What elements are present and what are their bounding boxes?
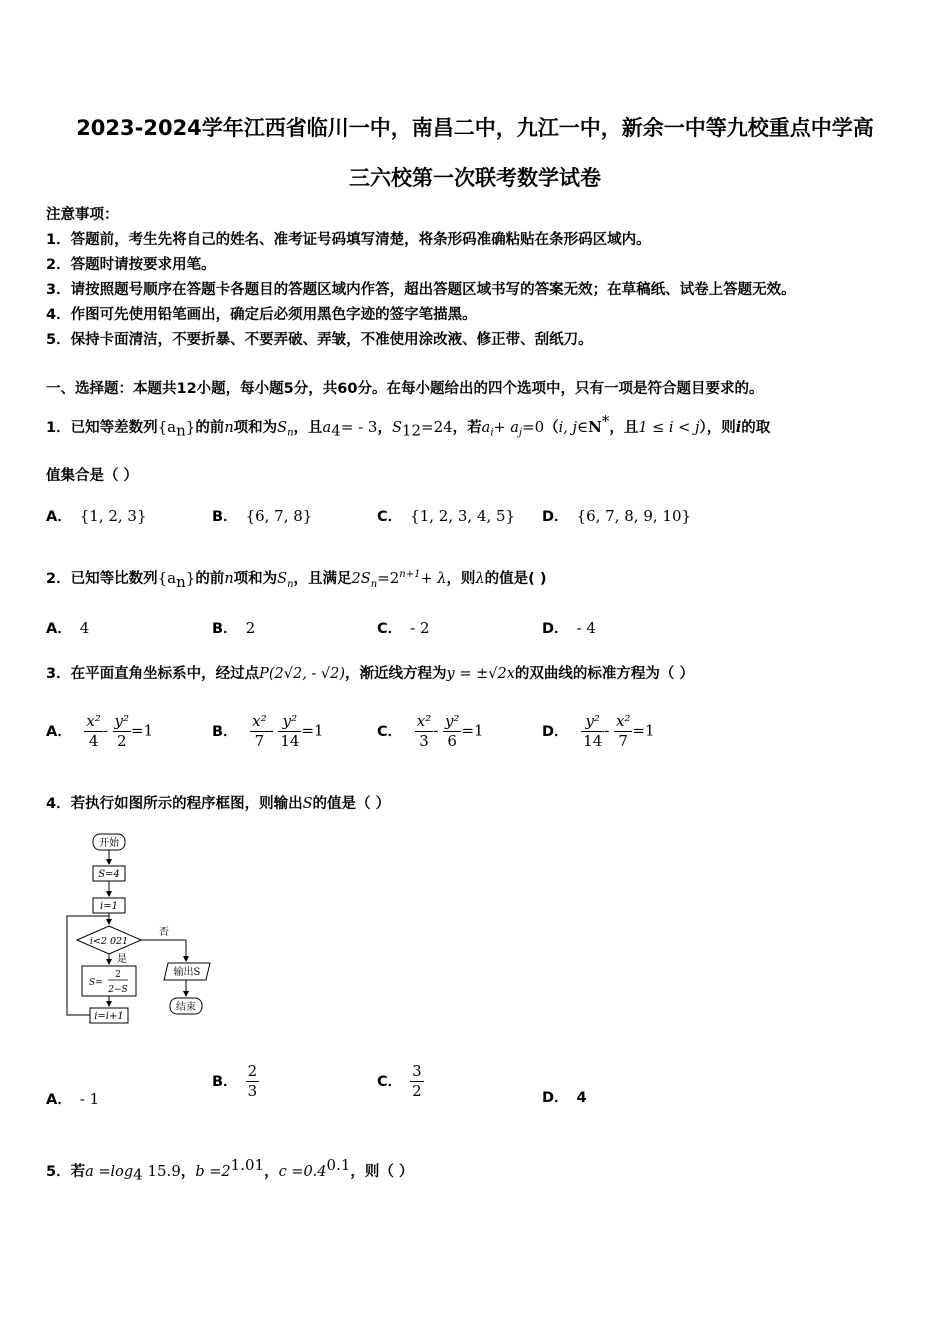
flow-assign-lhs: S= [89, 978, 103, 988]
flow-output: 输出S [173, 967, 201, 978]
flow-assign-den: 2−S [108, 985, 128, 995]
flow-no: 否 [159, 927, 169, 938]
flow-yes: 是 [117, 954, 127, 965]
section-heading: 一、选择题：本题共12小题，每小题5分，共60分。在每小题给出的四个选项中，只有一项是符合题目要求的。 [46, 381, 764, 397]
flowchart [60, 828, 230, 1038]
notice-item: 1．答题前，考生先将自己的姓名、准考证号码填写清楚，将条形码准确粘贴在条形码区域内。 [46, 232, 651, 248]
notice-item: 2．答题时请按要求用笔。 [46, 257, 216, 273]
flow-assign-num: 2 [115, 970, 121, 980]
q1-option-b[interactable]: B． {6, 7, 8} [212, 507, 313, 525]
question-1-line-2: 值集合是（ ） [46, 468, 139, 484]
notice-item: 3．请按照题号顺序在答题卡各题目的答题区域内作答，超出答题区域书写的答案无效；在草稿纸、试卷上答题无效。 [46, 282, 796, 298]
q1-option-d[interactable]: D． {6, 7, 8, 9, 10} [542, 507, 692, 525]
q4-option-a[interactable]: A． - 1 [46, 1090, 100, 1108]
flow-start: 开始 [99, 838, 119, 849]
q3-option-b[interactable]: B． $\frac{\text{x²}}{7}$ - $\frac{\text{y²}}{14}$ =1 [212, 712, 324, 750]
notice-heading: 注意事项： [46, 207, 119, 223]
flow-cond: i<2 021 [89, 936, 129, 947]
q3-option-a[interactable]: A． $\frac{\text{x²}}{4}$ - $\frac{\text{y²}}{2}$ =1 [46, 712, 154, 750]
flow-i-init: i=1 [100, 901, 118, 912]
question-1: 1．已知等差数列$\{a_n\}$的前n项和为$S_n$，且$a_4= - 3$，$S_{12}=24$，若$a_i+ a_j=0(i$, j∈N*，且1 ≤ i < j），则i的取 [46, 412, 771, 440]
flow-s-init: S=4 [98, 869, 120, 880]
q2-option-b[interactable]: B． 2 [212, 619, 256, 637]
q4-option-d[interactable]: D． 4 [542, 1090, 587, 1106]
question-4: 4．若执行如图所示的程序框图，则输出S的值是（ ） [46, 796, 391, 812]
q4-option-c[interactable]: C． $\frac{3}{2}$ [377, 1062, 422, 1100]
notice-item: 4．作图可先使用铅笔画出，确定后必须用黑色字迹的签字笔描黑。 [46, 307, 477, 323]
question-2: 2．已知等比数列$\{a_n\}$的前n项和为$S_n$，且满足$2S_n=2^{n+1}+ \lambda$，则λ的值是( ) [46, 569, 547, 591]
q2-option-d[interactable]: D． - 4 [542, 619, 596, 637]
flow-incr: i=i+1 [94, 1011, 124, 1022]
question-5: 5．若$a =\log_4$ 15.9，$b =2^{1.01}$，$c =0.4^{0.1}$，则（ ） [46, 1156, 414, 1184]
notice-item: 5．保持卡面清洁，不要折暴、不要弄破、弄皱，不准使用涂改液、修正带、刮纸刀。 [46, 332, 593, 348]
q2-option-a[interactable]: A． 4 [46, 619, 90, 637]
q1-option-c[interactable]: C． {1, 2, 3, 4, 5} [377, 507, 516, 525]
q4-option-b[interactable]: B． $\frac{2}{3}$ [212, 1062, 258, 1100]
q2-option-c[interactable]: C． - 2 [377, 619, 430, 637]
question-3: 3．在平面直角坐标系中，经过点P(2√2, - √2)，渐近线方程为y = ±√2x的双曲线的标准方程为（ ） [46, 666, 694, 682]
q1-option-a[interactable]: A． {1, 2, 3} [46, 507, 147, 525]
title-line-1: 2023-2024学年江西省临川一中，南昌二中，九江一中，新余一中等九校重点中学高 [76, 116, 874, 140]
flow-end: 结束 [176, 1002, 196, 1013]
title-line-2: 三六校第一次联考数学试卷 [349, 166, 601, 190]
q3-option-c[interactable]: C． $\frac{\text{x²}}{3}$ - $\frac{\text{y²}}{6}$ =1 [377, 712, 484, 750]
q3-option-d[interactable]: D． $\frac{\text{y²}}{14}$ - $\frac{\text{x²}}{7}$ =1 [542, 712, 655, 750]
